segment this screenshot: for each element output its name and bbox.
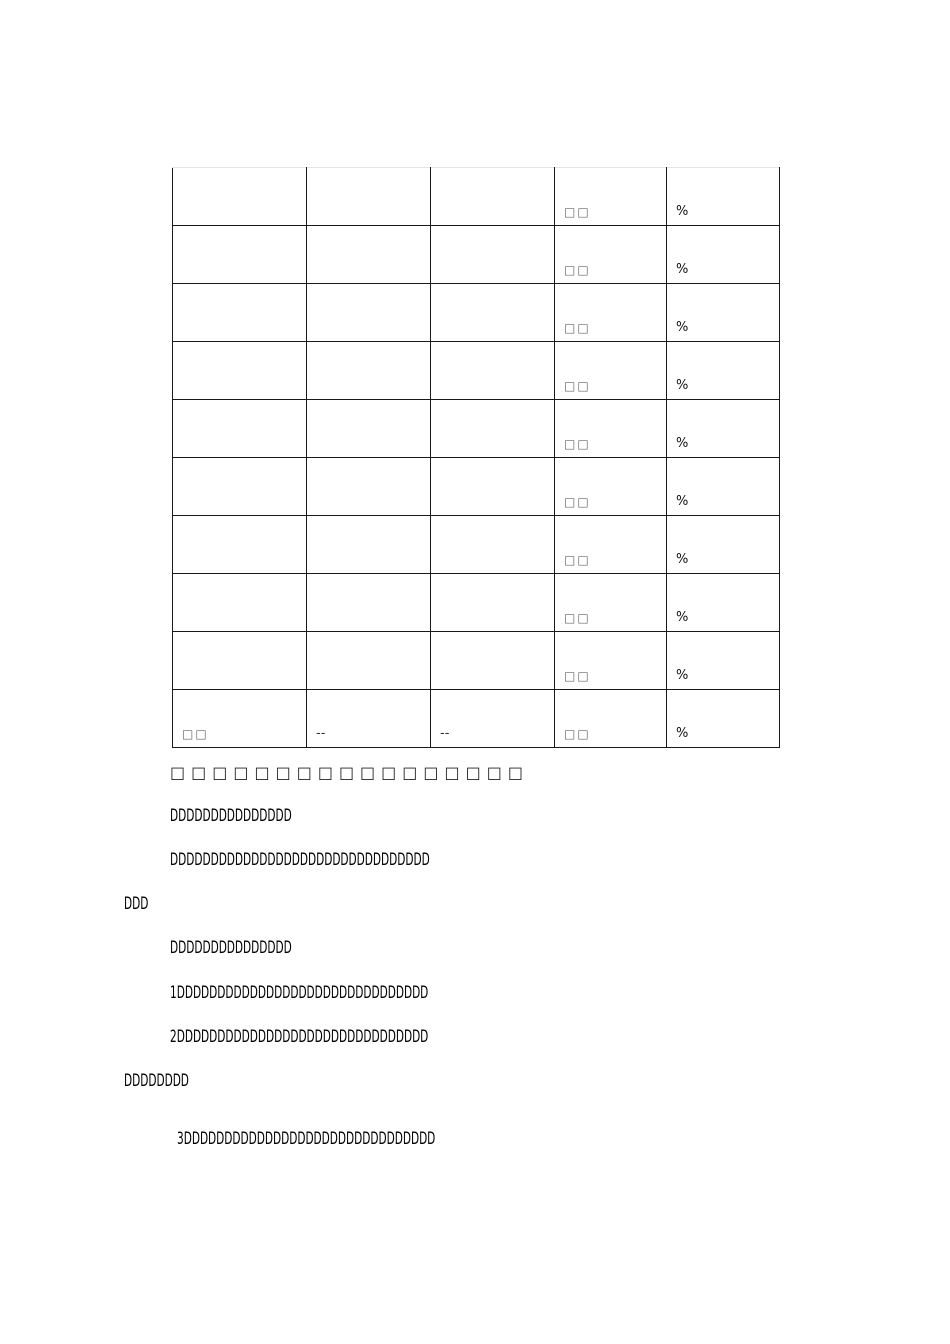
table-cell <box>431 400 555 458</box>
table-cell <box>173 690 307 748</box>
cell-label: □□ <box>564 437 591 451</box>
table-cell <box>173 574 307 632</box>
table-row <box>173 342 780 400</box>
table-cell <box>173 516 307 574</box>
table-row <box>173 400 780 458</box>
table-cell <box>307 284 431 342</box>
cell-label: □□ <box>564 379 591 393</box>
data-table <box>172 167 780 748</box>
table-cell <box>307 458 431 516</box>
total-label: □□ <box>182 727 209 741</box>
table-cell <box>555 168 667 226</box>
cell-label: □□ <box>564 205 591 219</box>
table-cell <box>173 342 307 400</box>
percent-value: % <box>676 436 689 451</box>
table-cell <box>431 458 555 516</box>
table-cell <box>431 284 555 342</box>
table-cell <box>307 574 431 632</box>
table-row <box>173 574 780 632</box>
table-cell <box>667 690 780 748</box>
cell-label: □□ <box>564 553 591 567</box>
table-total-row <box>173 690 780 748</box>
table-cell <box>667 284 780 342</box>
table-cell <box>307 342 431 400</box>
table-cell <box>173 400 307 458</box>
percent-value: % <box>676 262 689 277</box>
table-cell <box>307 168 431 226</box>
table-cell <box>555 574 667 632</box>
list-item: 2DDDDDDDDDDDDDDDDDDDDDDDDDDDDDDD <box>170 1027 429 1047</box>
table-cell <box>667 226 780 284</box>
table-row <box>173 284 780 342</box>
table-cell <box>307 690 431 748</box>
cell-label: □□ <box>564 611 591 625</box>
table-cell <box>431 574 555 632</box>
table-cell <box>555 690 667 748</box>
table-cell <box>555 400 667 458</box>
table-cell <box>667 574 780 632</box>
table-cell <box>173 168 307 226</box>
table-cell <box>667 516 780 574</box>
table-cell <box>431 342 555 400</box>
table-cell <box>431 632 555 690</box>
table-row <box>173 632 780 690</box>
cell-label: □□ <box>564 263 591 277</box>
percent-value: % <box>676 726 689 741</box>
percent-value: % <box>676 378 689 393</box>
percent-value: % <box>676 494 689 509</box>
table-row <box>173 458 780 516</box>
list-item: 1DDDDDDDDDDDDDDDDDDDDDDDDDDDDDDD <box>170 983 429 1003</box>
paragraph-line: DDDDDDDDDDDDDDDDDDDDDDDDDDDDDDDD <box>170 850 430 870</box>
table-cell <box>667 168 780 226</box>
paragraph-line: DDD <box>124 894 149 914</box>
table-cell <box>173 632 307 690</box>
percent-value: % <box>676 668 689 683</box>
table-cell <box>431 690 555 748</box>
table-row <box>173 226 780 284</box>
table-cell <box>173 284 307 342</box>
table-cell <box>307 226 431 284</box>
table-cell <box>555 284 667 342</box>
cell-label: □□ <box>564 727 591 741</box>
percent-value: % <box>676 320 689 335</box>
table-cell <box>555 226 667 284</box>
cell-label: □□ <box>564 669 591 683</box>
table-cell <box>431 516 555 574</box>
table-cell <box>431 226 555 284</box>
table-cell <box>555 632 667 690</box>
dash-placeholder: -- <box>316 726 326 741</box>
table-cell <box>173 458 307 516</box>
cell-label: □□ <box>564 495 591 509</box>
table-cell <box>667 400 780 458</box>
percent-value: % <box>676 204 689 219</box>
paragraph-line: DDDDDDDDDDDDDDD <box>170 806 292 826</box>
table-cell <box>173 226 307 284</box>
table-cell <box>555 458 667 516</box>
table-cell <box>555 342 667 400</box>
paragraph-line: DDDDDDDDDDDDDDD <box>170 938 292 958</box>
table-cell <box>667 632 780 690</box>
table-cell <box>307 516 431 574</box>
table-cell <box>307 400 431 458</box>
table-caption: □□□□□□□□□□□□□□□□□ <box>170 763 529 782</box>
percent-value: % <box>676 552 689 567</box>
table-row <box>173 168 780 226</box>
dash-placeholder: -- <box>440 726 450 741</box>
table-cell <box>667 458 780 516</box>
table-cell <box>667 342 780 400</box>
percent-value: % <box>676 610 689 625</box>
list-item: 3DDDDDDDDDDDDDDDDDDDDDDDDDDDDDDD <box>177 1129 436 1149</box>
table-cell <box>307 632 431 690</box>
table-row <box>173 516 780 574</box>
table-cell <box>431 168 555 226</box>
paragraph-line: DDDDDDDD <box>124 1071 189 1091</box>
table-cell <box>555 516 667 574</box>
cell-label: □□ <box>564 321 591 335</box>
